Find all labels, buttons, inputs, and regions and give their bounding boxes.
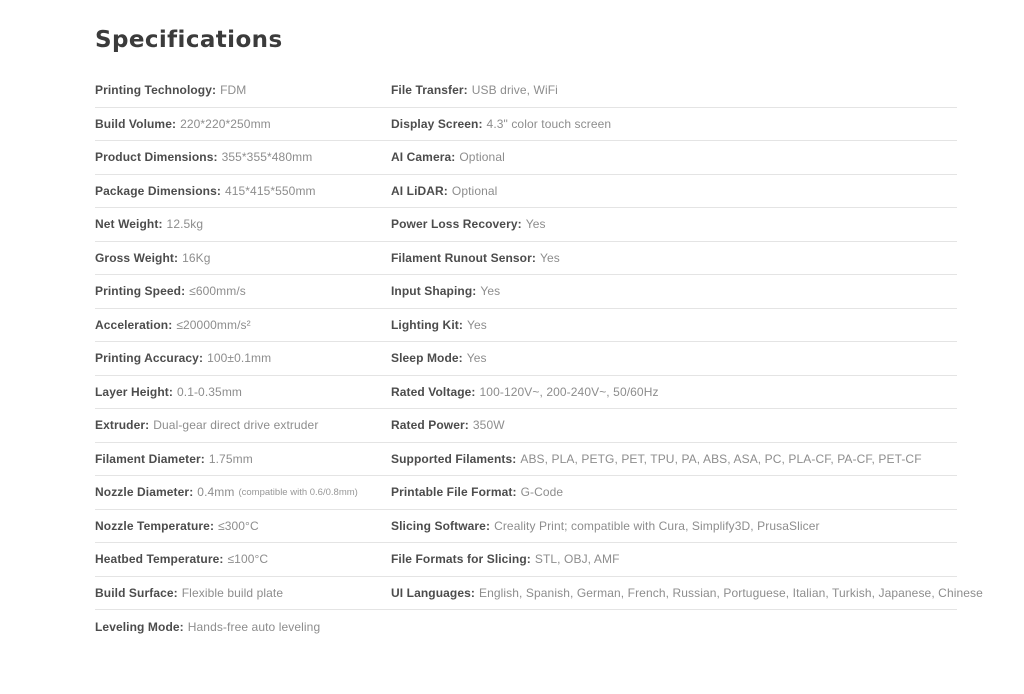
spec-label: Printable File Format: (391, 485, 517, 500)
spec-label: Extruder: (95, 418, 150, 433)
spec-label: Filament Runout Sensor: (391, 250, 536, 265)
spec-row (391, 175, 957, 209)
spec-value: ≤20000mm/s² (176, 317, 251, 332)
spec-value: 220*220*250mm (180, 116, 271, 131)
spec-row (95, 510, 391, 544)
spec-row (95, 409, 391, 443)
spec-value: ≤100°C (227, 552, 269, 567)
spec-row (95, 476, 391, 510)
spec-row (391, 242, 957, 276)
spec-label: Rated Voltage: (391, 384, 476, 399)
spec-row (391, 443, 957, 477)
specifications-page (95, 27, 983, 644)
spec-row (391, 275, 957, 309)
spec-row (95, 175, 391, 209)
spec-value: FDM (220, 83, 247, 98)
spec-column-left (95, 74, 391, 644)
spec-row (391, 409, 957, 443)
spec-value: Optional (459, 150, 505, 165)
spec-row (95, 74, 391, 108)
spec-label: Layer Height: (95, 384, 173, 399)
spec-label: Build Volume: (95, 116, 177, 131)
spec-value: ≤300°C (218, 518, 259, 533)
spec-table (95, 74, 983, 644)
spec-value: 0.1-0.35mm (176, 384, 243, 399)
spec-row (95, 342, 391, 376)
spec-label: File Transfer: (391, 83, 468, 98)
spec-label: Printing Technology: (95, 83, 217, 98)
spec-value: Yes (525, 217, 546, 232)
spec-label: Printing Accuracy: (95, 351, 204, 366)
spec-label: Net Weight: (95, 217, 163, 232)
spec-label: Filament Diameter: (95, 451, 205, 466)
page-title: Specifications (95, 27, 283, 53)
spec-label: Supported Filaments: (391, 451, 517, 466)
spec-label: Acceleration: (95, 317, 173, 332)
spec-label: Display Screen: (391, 116, 483, 131)
spec-row (391, 510, 957, 544)
spec-row (95, 577, 391, 611)
spec-row (391, 376, 957, 410)
spec-row (95, 610, 391, 644)
spec-row (391, 108, 957, 142)
spec-row (95, 108, 391, 142)
spec-value: Hands-free auto leveling (187, 619, 321, 634)
spec-label: Leveling Mode: (95, 619, 184, 634)
spec-value: USB drive, WiFi (471, 83, 558, 98)
spec-row (391, 342, 957, 376)
spec-value: Yes (480, 284, 501, 299)
spec-value: 12.5kg (166, 217, 204, 232)
spec-label: Power Loss Recovery: (391, 217, 522, 232)
spec-row (391, 141, 957, 175)
spec-row (95, 543, 391, 577)
spec-label: Product Dimensions: (95, 150, 218, 165)
spec-value: Optional (451, 183, 498, 198)
spec-value: 16Kg (182, 250, 211, 265)
spec-label: Build Surface: (95, 585, 178, 600)
spec-row (95, 443, 391, 477)
spec-label: Nozzle Diameter: (95, 485, 194, 500)
spec-value: 100±0.1mm (207, 351, 272, 366)
spec-row (95, 275, 391, 309)
spec-value: 0.4mm (197, 485, 235, 500)
spec-label: File Formats for Slicing: (391, 552, 531, 567)
spec-row (95, 376, 391, 410)
spec-value: Yes (539, 250, 560, 265)
spec-label: Sleep Mode: (391, 351, 463, 366)
spec-row (391, 74, 957, 108)
spec-label: Printing Speed: (95, 284, 186, 299)
spec-row (391, 309, 957, 343)
spec-value: 355*355*480mm (221, 150, 313, 165)
spec-value: Flexible build plate (181, 585, 284, 600)
spec-value: ≤600mm/s (189, 284, 246, 299)
spec-row (95, 208, 391, 242)
spec-value: 415*415*550mm (224, 183, 316, 198)
spec-label: Rated Power: (391, 418, 469, 433)
spec-label: Input Shaping: (391, 284, 477, 299)
spec-row (391, 543, 957, 577)
spec-value: Dual-gear direct drive extruder (153, 418, 319, 433)
spec-value: 350W (472, 418, 505, 433)
spec-label: AI LiDAR: (391, 183, 448, 198)
spec-label: AI Camera: (391, 150, 456, 165)
spec-label: Nozzle Temperature: (95, 518, 215, 533)
spec-value: Yes (466, 317, 487, 332)
spec-value: G-Code (520, 485, 564, 500)
spec-row (391, 476, 957, 510)
spec-value: ABS, PLA, PETG, PET, TPU, PA, ABS, ASA, PC, PLA-CF, PA-CF, PET-CF (520, 451, 922, 466)
spec-label: Lighting Kit: (391, 317, 463, 332)
spec-label: Slicing Software: (391, 518, 491, 533)
spec-column-right (391, 74, 983, 644)
spec-label: Gross Weight: (95, 250, 179, 265)
spec-value: 4.3" color touch screen (486, 116, 612, 131)
spec-value: STL, OBJ, AMF (534, 552, 620, 567)
spec-row (95, 309, 391, 343)
spec-value: Creality Print; compatible with Cura, Simplify3D, PrusaSlicer (494, 518, 820, 533)
spec-value: Yes (466, 351, 487, 366)
spec-value: 100-120V~, 200-240V~, 50/60Hz (479, 384, 659, 399)
spec-label: UI Languages: (391, 585, 475, 600)
spec-value: 1.75mm (208, 451, 253, 466)
spec-label: Heatbed Temperature: (95, 552, 224, 567)
spec-row (391, 208, 957, 242)
spec-row (391, 577, 983, 611)
spec-value: English, Spanish, German, French, Russian, Portuguese, Italian, Turkish, Japanese, Chinese (478, 585, 983, 600)
spec-label: Package Dimensions: (95, 183, 221, 198)
spec-note: (compatible with 0.6/0.8mm) (238, 486, 358, 498)
spec-row (95, 242, 391, 276)
spec-row (95, 141, 391, 175)
